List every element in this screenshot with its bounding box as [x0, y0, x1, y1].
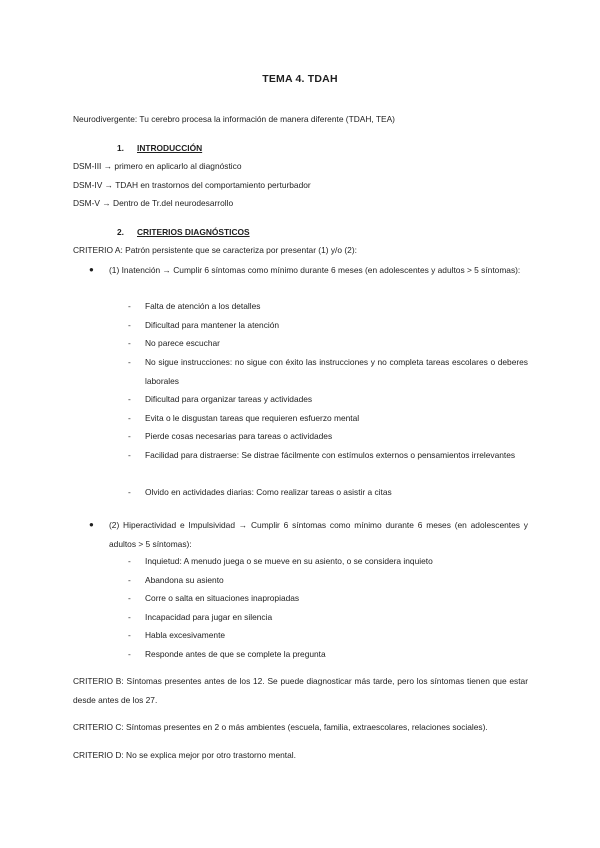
- dash-marker: -: [128, 649, 131, 659]
- criterio-d: CRITERIO D: No se explica mejor por otro trastorno mental.: [73, 750, 296, 760]
- list-item: Incapacidad para jugar en silencia: [145, 612, 273, 622]
- dash-marker: -: [128, 630, 131, 640]
- bullet-marker: ●: [89, 520, 94, 529]
- list-item: Dificultad para organizar tareas y actividades: [145, 394, 313, 404]
- dash-marker: -: [128, 575, 131, 585]
- list-item: Olvido en actividades diarias: Como realizar tareas o asistir a citas: [145, 487, 392, 497]
- dash-marker: -: [128, 556, 131, 566]
- list-item: Pierde cosas necesarias para tareas o actividades: [145, 431, 333, 441]
- dash-marker: -: [128, 320, 131, 330]
- hiperactividad-bullet: (2) Hiperactividad e Impulsividad → Cumplir 6 síntomas como mínimo durante 6 meses (en adolescentes y adultos > 5 síntomas):: [109, 520, 528, 549]
- list-item: Evita o le disgustan tareas que requieren esfuerzo mental: [145, 413, 360, 423]
- list-item: Corre o salta en situaciones inapropiadas: [145, 593, 300, 603]
- section-2-number: 2.: [117, 227, 124, 237]
- dash-marker: -: [128, 357, 131, 367]
- inatencion-bullet: (1) Inatención → Cumplir 6 síntomas como mínimo durante 6 meses (en adolescentes y adultos > 5 síntomas):: [109, 265, 521, 275]
- intro-line: Neurodivergente: Tu cerebro procesa la información de manera diferente (TDAH, TEA): [73, 114, 395, 124]
- list-item: No sigue instrucciones: no sigue con éxito las instrucciones y no completa tareas escolares o deberes laborales: [145, 357, 528, 386]
- criterio-b: CRITERIO B: Síntomas presentes antes de los 12. Se puede diagnosticar más tarde, pero los síntomas tienen que estar desde antes de los 27.: [73, 676, 528, 705]
- dash-marker: -: [128, 394, 131, 404]
- criterio-a: CRITERIO A: Patrón persistente que se caracteriza por presentar (1) y/o (2):: [73, 245, 357, 255]
- section-1-title: INTRODUCCIÓN: [137, 143, 203, 153]
- list-item: Responde antes de que se complete la pregunta: [145, 649, 326, 659]
- dash-marker: -: [128, 413, 131, 423]
- dash-marker: -: [128, 450, 131, 460]
- section-2-title: CRITERIOS DIAGNÓSTICOS: [137, 227, 250, 237]
- list-item: Facilidad para distraerse: Se distrae fácilmente con estímulos externos o pensamientos irrelevantes: [145, 450, 516, 460]
- list-item: Habla excesivamente: [145, 630, 226, 640]
- bullet-marker: ●: [89, 265, 94, 274]
- page-title: TEMA 4. TDAH: [262, 73, 338, 85]
- list-item: Inquietud: A menudo juega o se mueve en su asiento, o se considera inquieto: [145, 556, 433, 566]
- section-1-number: 1.: [117, 143, 124, 153]
- dash-marker: -: [128, 593, 131, 603]
- dash-marker: -: [128, 301, 131, 311]
- dsm-iii-line: DSM-III → primero en aplicarlo al diagnóstico: [73, 161, 242, 171]
- dsm-iv-line: DSM-IV → TDAH en trastornos del comportamiento perturbador: [73, 180, 311, 190]
- list-item: Abandona su asiento: [145, 575, 224, 585]
- list-item: No parece escuchar: [145, 338, 220, 348]
- criterio-c: CRITERIO C: Síntomas presentes en 2 o más ambientes (escuela, familia, extraescolares, relaciones sociales).: [73, 722, 488, 732]
- dsm-v-line: DSM-V → Dentro de Tr.del neurodesarrollo: [73, 198, 234, 208]
- list-item: Falta de atención a los detalles: [145, 301, 261, 311]
- dash-marker: -: [128, 487, 131, 497]
- dash-marker: -: [128, 431, 131, 441]
- list-item: Dificultad para mantener la atención: [145, 320, 280, 330]
- dash-marker: -: [128, 338, 131, 348]
- dash-marker: -: [128, 612, 131, 622]
